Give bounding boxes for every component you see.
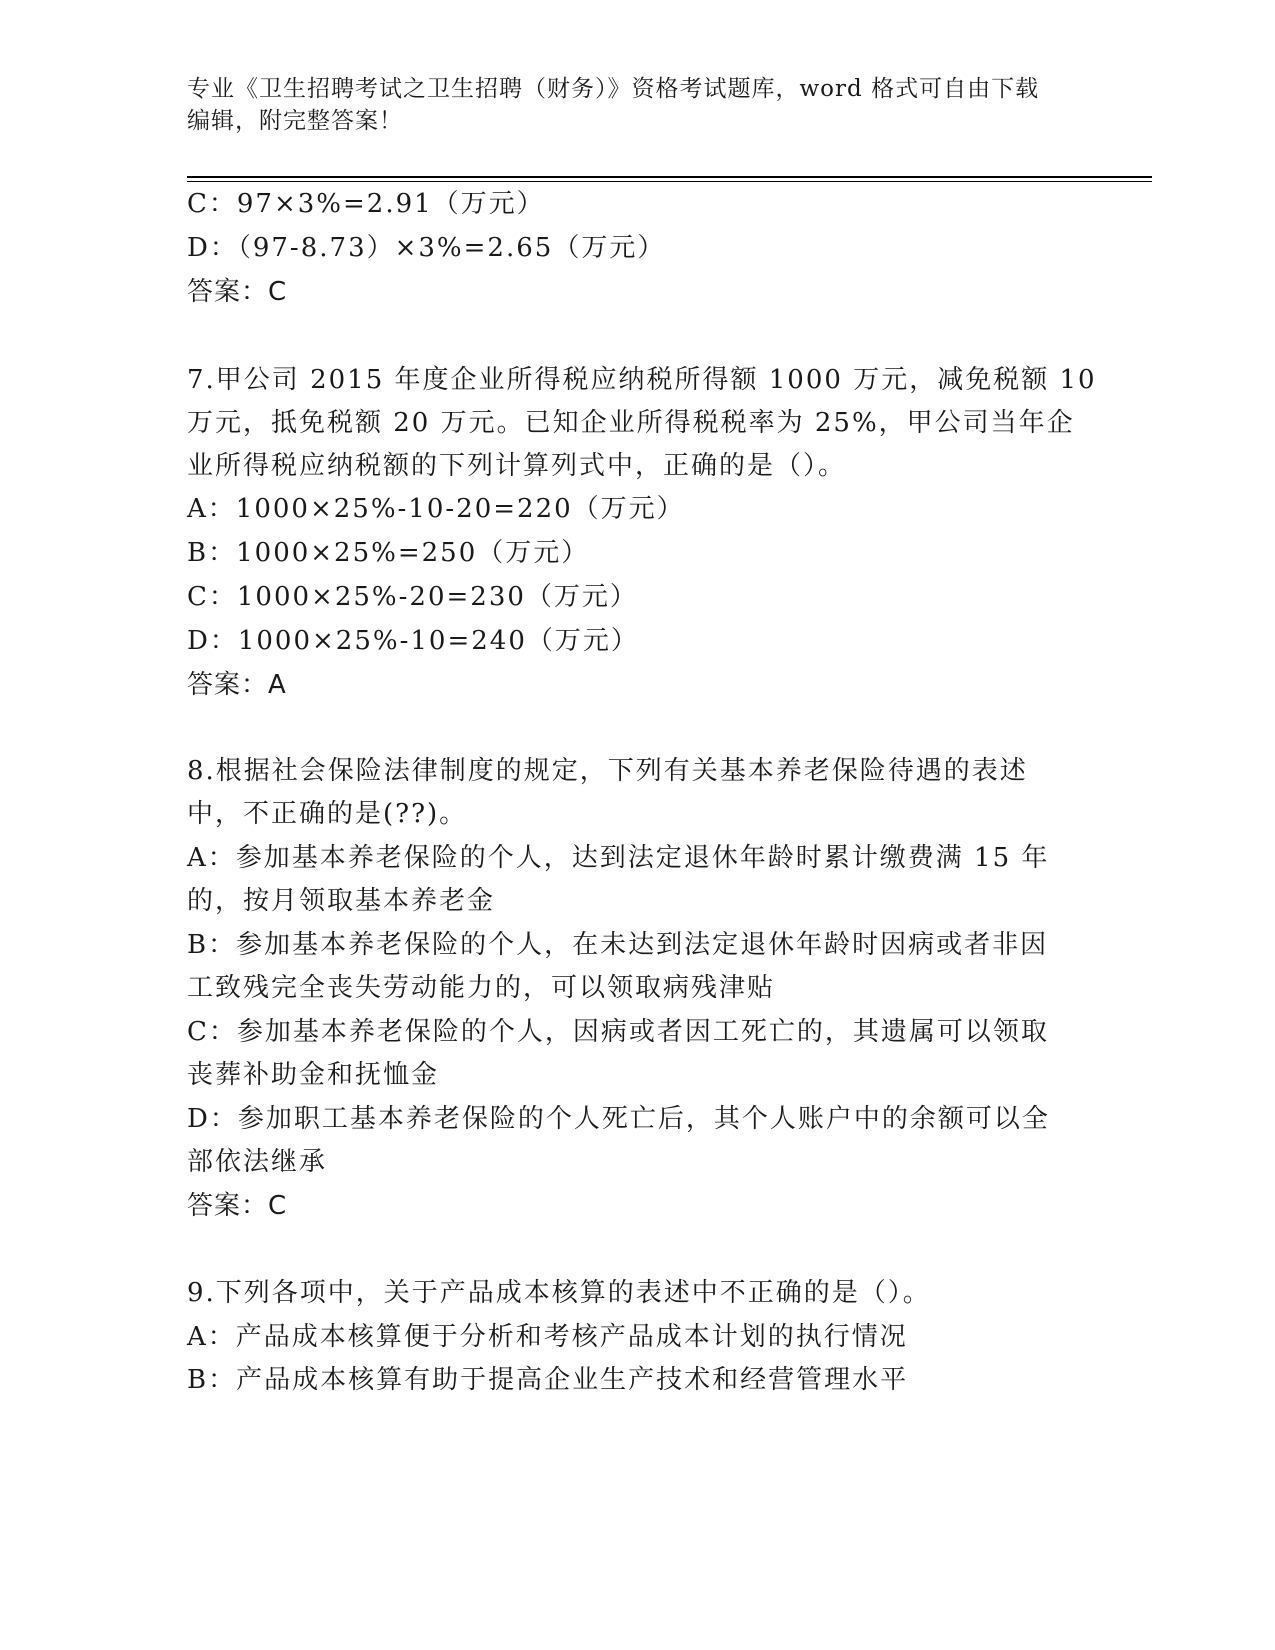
q9-option-a: A：产品成本核算便于分析和考核产品成本计划的执行情况 [187,1322,908,1352]
q7-option-a: A：1000×25%-10-20=220（万元） [187,494,685,524]
q8-option-c-line-1: C：参加基本养老保险的个人，因病或者因工死亡的，其遗属可以领取 [187,1017,1049,1047]
q7-option-c: C：1000×25%-20=230（万元） [187,582,638,612]
q7-stem-line-2: 万元，抵免税额 20 万元。已知企业所得税税率为 25%，甲公司当年企 [187,408,1075,438]
q8-stem-line-1: 8.根据社会保险法律制度的规定，下列有关基本养老保险待遇的表述 [187,756,1028,786]
q8-option-b-line-1: B：参加基本养老保险的个人，在未达到法定退休年龄时因病或者非因 [187,930,1049,960]
q8-option-c-line-2: 丧葬补助金和抚恤金 [187,1060,440,1090]
q9-option-b: B：产品成本核算有助于提高企业生产技术和经营管理水平 [187,1365,909,1395]
q7-option-d: D：1000×25%-10=240（万元） [187,626,639,656]
header-line-1: 专业《卫生招聘考试之卫生招聘（财务）》资格考试题库，word 格式可自由下载 [187,76,1040,102]
header-line-2: 编辑，附完整答案！ [187,108,403,134]
q8-option-b-line-2: 工致残完全丧失劳动能力的，可以领取病残津贴 [187,973,776,1003]
q8-answer: 答案：C [187,1191,288,1221]
header-rule-thin [187,181,1152,182]
q6-option-c: C：97×3%=2.91（万元） [187,189,545,219]
q8-option-a-line-1: A：参加基本养老保险的个人，达到法定退休年龄时累计缴费满 15 年 [187,843,1050,873]
q6-answer: 答案：C [187,277,288,307]
page-header [187,73,1087,137]
q6-option-d: D：（97-8.73）×3%=2.65（万元） [187,233,666,263]
q7-stem-line-3: 业所得税应纳税额的下列计算列式中，正确的是（）。 [187,451,847,481]
q8-option-d-line-1: D：参加职工基本养老保险的个人死亡后，其个人账户中的余额可以全 [187,1104,1050,1134]
q7-option-b: B：1000×25%=250（万元） [187,538,590,568]
q8-stem-line-2: 中，不正确的是(??)。 [187,799,468,829]
q7-answer: 答案：A [187,670,287,700]
q8-option-d-line-2: 部依法继承 [187,1147,328,1177]
q7-stem-line-1: 7.甲公司 2015 年度企业所得税应纳税所得额 1000 万元，减免税额 10 [187,365,1097,395]
q8-option-a-line-2: 的，按月领取基本养老金 [187,886,496,916]
header-rule-thick [187,176,1152,178]
q9-stem-line-1: 9.下列各项中，关于产品成本核算的表述中不正确的是（）。 [187,1278,931,1308]
